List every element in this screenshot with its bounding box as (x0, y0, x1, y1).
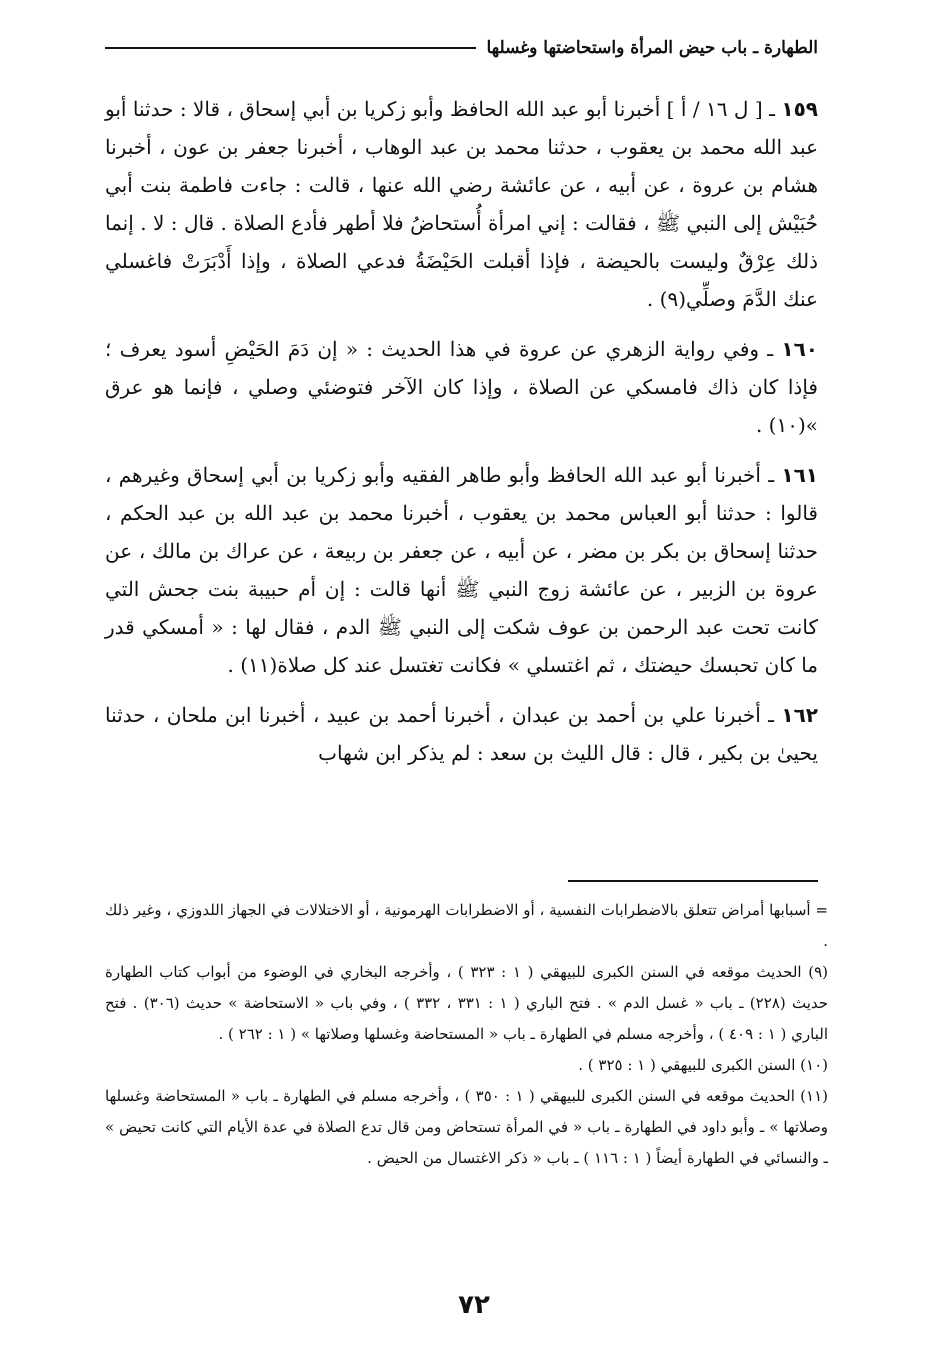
header-rule (105, 47, 476, 49)
hadith-text: ـ [ ل ١٦ / أ ] أخبرنا أبو عبد الله الحافظ وأبو زكريا بن أبي إسحاق ، قالا : حدثنا أبو عبد الله محمد بن يعقوب ، حدثنا محمد بن عبد الوهاب ، أخبرنا جعفر بن عون ، أخبرنا هشام بن عروة ، عن أبيه ، عن عائشة رضي الله عنها ، قالت : جاءت فاطمة بنت أبي حُبَيْش إلى النبي ﷺ ، فقالت : إني امرأة أُستحاضُ فلا أطهر فأدع الصلاة . قال : لا . إنما ذلك عِرْقٌ وليست بالحيضة ، فإذا أقبلت الحَيْضَةُ فدعي الصلاة ، وإذا أَدْبَرَتْ فاغسلي عنك الدَّمَ وصلِّي(٩) . (105, 97, 818, 311)
hadith-161 (105, 456, 818, 684)
footnote-11: (١١) الحديث موقعه في السنن الكبرى للبيهقي ( ١ : ٣٥٠ ) ، وأخرجه مسلم في الطهارة ـ باب « المستحاضة وغسلها وصلاتها » ـ وأبو داود في الطهارة ـ باب « في المرأة تستحاض ومن قال تدع الصلاة في عدة الأيام التي كانت تحيض » ـ والنسائي في الطهارة أيضاً ( ١ : ١١٦ ) ـ باب « ذكر الاغتسال من الحيض . (105, 1087, 829, 1167)
hadith-number: ١٥٩ (781, 97, 819, 121)
hadith-162 (105, 696, 818, 772)
hadith-text: ـ أخبرنا علي بن أحمد بن عبدان ، أخبرنا أحمد بن عبيد ، أخبرنا ابن ملحان ، حدثنا يحيىٰ بن بكير ، قال : قال الليث بن سعد : لم يذكر ابن شهاب (105, 703, 818, 765)
continuation-mark: = (815, 901, 828, 919)
hadith-159 (105, 90, 818, 318)
hadith-number: ١٦٢ (781, 703, 819, 727)
hadith-160 (105, 330, 818, 444)
footnote-9: (٩) الحديث موقعه في السنن الكبرى للبيهقي ( ١ : ٣٢٣ ) ، وأخرجه البخاري في الوضوء من أبواب كتاب الطهارة حديث (٢٢٨) ـ باب « غسل الدم » . فتح الباري ( ١ : ٣٣١ ، ٣٣٢ ) ، وفي باب « الاستحاضة » حديث (٣٠٦) . فتح الباري ( ١ : ٤٠٩ ) ، وأخرجه مسلم في الطهارة ـ باب « المستحاضة وغسلها وصلاتها » ( ١ : ٢٦٢ ) . (105, 963, 829, 1043)
hadith-text: ـ أخبرنا أبو عبد الله الحافظ وأبو طاهر الفقيه وأبو زكريا بن أبي إسحاق وغيرهم ، قالوا : حدثنا أبو العباس محمد بن يعقوب ، أخبرنا محمد بن عبد الله بن عبد الحكم ، حدثنا إسحاق بن بكر بن مضر ، عن أبيه ، عن جعفر بن ربيعة ، عن عراك بن مالك ، عن عروة بن الزبير ، عن عائشة زوج النبي ﷺ أنها قالت : إن أم حبيبة بنت جحش التي كانت تحت عبد الرحمن بن عوف شكت إلى النبي ﷺ الدم ، فقال لها : « أمسكي قدر ما كان تحبسك حيضتك ، ثم اغتسلي » فكانت تغتسل عند كل صلاة(١١) . (105, 463, 818, 677)
running-title: الطهارة ـ باب حيض المرأة واستحاضتها وغسلها (486, 38, 818, 58)
footnote-continuation (105, 895, 828, 957)
running-header (105, 38, 818, 58)
hadith-number: ١٦٠ (781, 337, 818, 361)
footnote-continuation-text: أسبابها أمراض تتعلق بالاضطرابات النفسية ، أو الاضطرابات الهرمونية ، أو الاختلالات في الجهاز اللدوزي ، وغير ذلك . (105, 901, 828, 950)
footnotes (105, 895, 828, 1174)
page-number: ٧٢ (458, 1290, 490, 1320)
footnote-separator (568, 880, 818, 882)
main-text (105, 90, 818, 784)
hadith-number: ١٦١ (781, 463, 818, 487)
hadith-text: ـ وفي رواية الزهري عن عروة في هذا الحديث : « إن دَمَ الحَيْضِ أسود يعرف ؛ فإذا كان ذاك فامسكي عن الصلاة ، وإذا كان الآخر فتوضئي وصلي ، فإنما هو عرق »(١٠) . (105, 337, 818, 437)
footnote-10: (١٠) السنن الكبرى للبيهقي ( ١ : ٣٢٥ ) . (578, 1056, 828, 1074)
